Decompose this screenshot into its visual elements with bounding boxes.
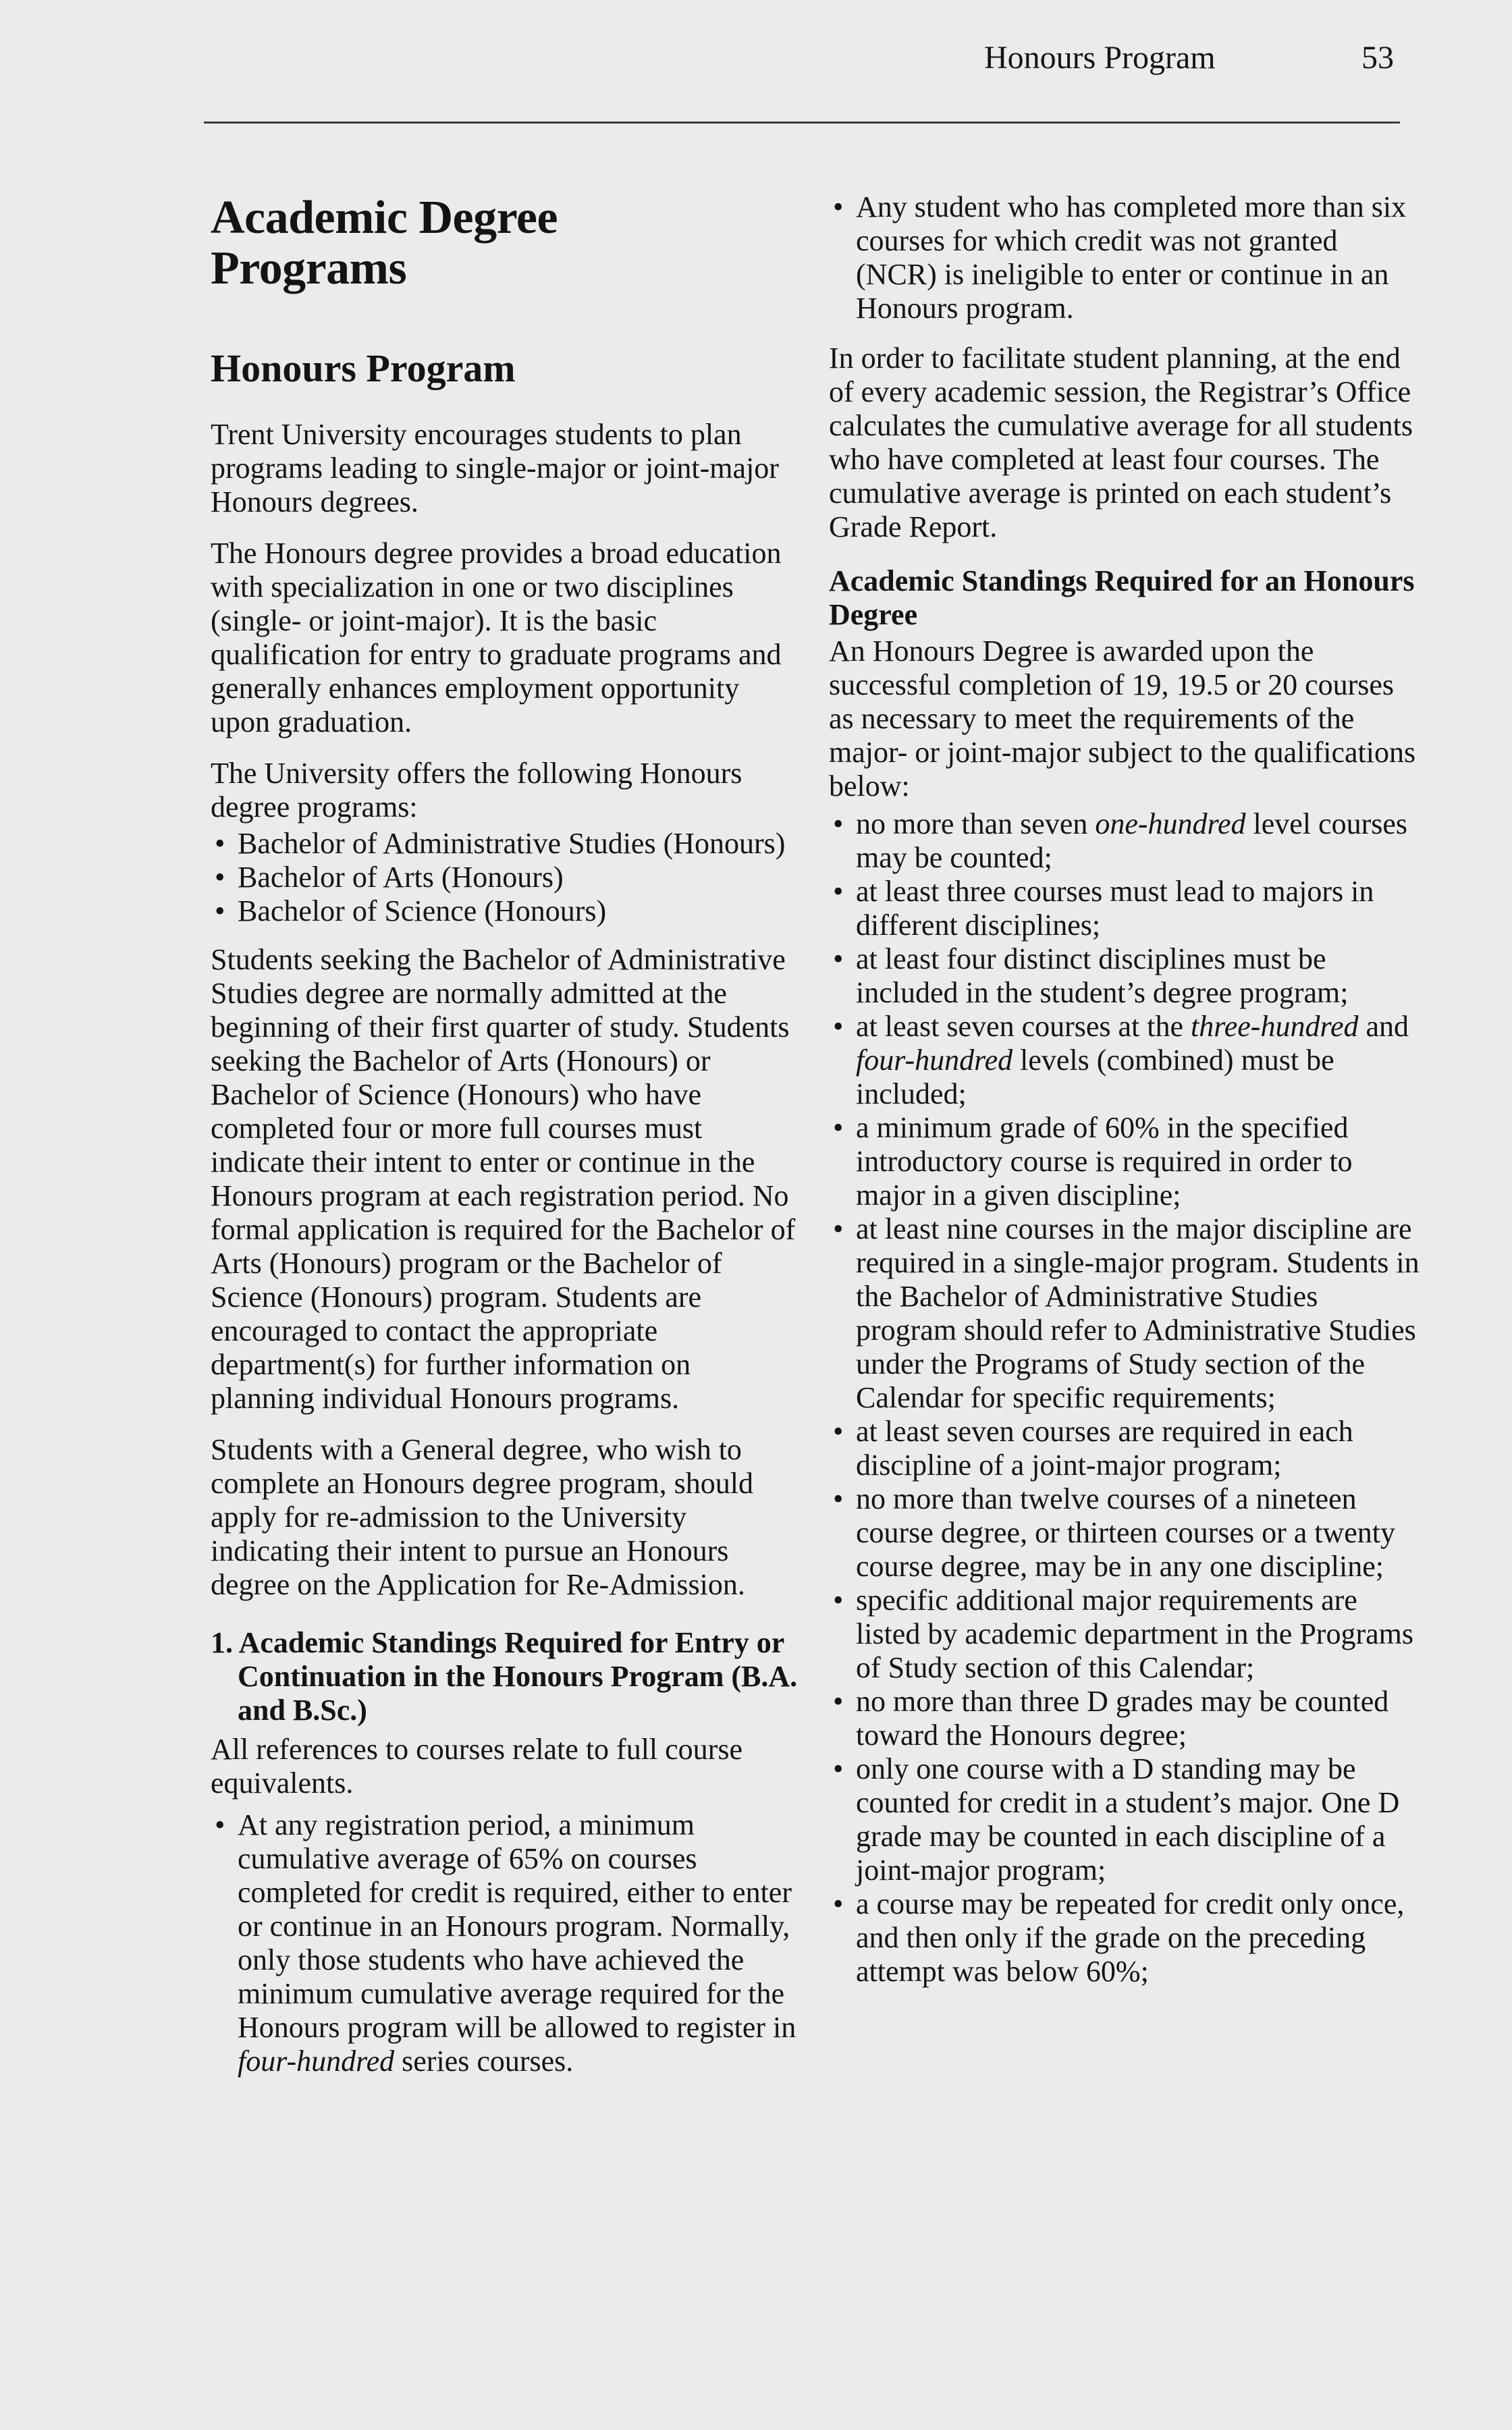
- list-item: • At any registration period, a minimum cumulative average of 65% on courses completed for credit is required, either to enter or continue in an Honours program. Normally, only those students who have achieved the minimum cumulative average required for the Honours program will be allowed to register in four-hundred series courses.: [215, 1808, 796, 2078]
- list-item: • a course may be repeated for credit only once, and then only if the grade on the preceding attempt was below 60%;: [833, 1887, 1405, 1988]
- page-heading-line-2: Programs: [211, 242, 407, 294]
- list-item: • no more than seven one-hundred level courses may be counted;: [833, 807, 1408, 874]
- degree-programs-intro: The University offers the following Honours degree programs:: [211, 757, 742, 824]
- list-item: • Bachelor of Science (Honours): [215, 894, 607, 927]
- bullet-icon: •: [833, 1752, 844, 1785]
- list-item: • Any student who has completed more than six courses for which credit was not granted (NCR) is ineligible to enter or continue in an Honours program.: [833, 190, 1407, 325]
- page-number: 53: [1361, 40, 1394, 76]
- bullet-icon: •: [833, 1482, 844, 1515]
- bullet-icon: •: [833, 1111, 844, 1144]
- list-item: • a minimum grade of 60% in the specified introductory course is required in order to major in a given discipline;: [833, 1111, 1353, 1212]
- bullet-icon: •: [833, 807, 844, 840]
- degree-qualifications-list: [829, 807, 1420, 1989]
- course-equivalents-note: All references to courses relate to full course equivalents.: [211, 1733, 742, 1800]
- bullet-icon: •: [215, 827, 225, 860]
- bullet-icon: •: [833, 1212, 844, 1245]
- bullet-icon: •: [833, 190, 844, 223]
- list-item: • only one course with a D standing may be counted for credit in a student’s major. One D grade may be counted in each discipline of a joint-major program;: [833, 1752, 1400, 1887]
- bullet-icon: •: [215, 861, 225, 894]
- entry-requirements-list-continued: [829, 190, 1420, 325]
- bullet-icon: •: [215, 1808, 225, 1841]
- bullet-icon: •: [833, 1415, 844, 1448]
- page-heading-line-1: Academic Degree: [211, 192, 558, 244]
- bullet-icon: •: [833, 1887, 844, 1920]
- header-rule: [204, 122, 1400, 124]
- bullet-icon: •: [833, 875, 844, 908]
- subsection-heading-1: 1. Academic Standings Required for Entry or Continuation in the Honours Program (B.A. and B.Sc.): [211, 1626, 798, 1727]
- entry-requirements-list: [211, 1808, 798, 2078]
- list-item: • at least four distinct disciplines must be included in the student’s degree program;: [833, 942, 1349, 1009]
- readmission-paragraph: Students with a General degree, who wish to complete an Honours degree program, should apply for re-admission to the University indicating their intent to pursue an Honours degree on the Application for Re-Admission.: [211, 1433, 753, 1601]
- subsection-heading-2: Academic Standings Required for an Honours Degree: [829, 564, 1415, 631]
- bullet-icon: •: [833, 1584, 844, 1617]
- running-header-title: Honours Program: [984, 40, 1216, 76]
- bullet-icon: •: [833, 942, 844, 975]
- cumulative-average-paragraph: In order to facilitate student planning, at the end of every academic session, the Registrar’s Office calculates the cumulative average for all students who have completed at least four courses. The cumulative average is printed on each student’s Grade Report.: [829, 342, 1413, 543]
- list-item: • no more than twelve courses of a nineteen course degree, or thirteen courses or a twenty course degree, may be in any one discipline;: [833, 1482, 1396, 1583]
- list-item: • at least seven courses are required in each discipline of a joint-major program;: [833, 1415, 1353, 1482]
- list-item: • no more than three D grades may be counted toward the Honours degree;: [833, 1685, 1389, 1752]
- right-column: [829, 190, 1420, 2003]
- list-item: • Bachelor of Arts (Honours): [215, 861, 564, 894]
- degree-programs-list: [211, 827, 798, 928]
- bullet-icon: •: [833, 1685, 844, 1718]
- honours-degree-award-paragraph: An Honours Degree is awarded upon the successful completion of 19, 19.5 or 20 courses as necessary to meet the requirements of the major- or joint-major subject to the qualifications below:: [829, 634, 1416, 803]
- left-column: [211, 192, 798, 2093]
- bullet-icon: •: [833, 1010, 844, 1043]
- honours-degree-paragraph: The Honours degree provides a broad education with specialization in one or two disciplines (single- or joint-major). It is the basic qualification for entry to graduate programs and generally enhances employment opportunity upon graduation.: [211, 537, 782, 738]
- intro-paragraph: Trent University encourages students to plan programs leading to single-major or joint-major Honours degrees.: [211, 418, 779, 518]
- bullet-icon: •: [215, 894, 225, 927]
- admission-paragraph: Students seeking the Bachelor of Administrative Studies degree are normally admitted at the beginning of their first quarter of study. Students seeking the Bachelor of Arts (Honours) or Bachelor of Science (Honours) who have completed four or more full courses must indicate their intent to enter or continue in the Honours program at each registration period. No formal application is required for the Bachelor of Arts (Honours) program or the Bachelor of Science (Honours) program. Students are encouraged to contact the appropriate department(s) for further information on planning individual Honours programs.: [211, 943, 796, 1415]
- list-item: • at least nine courses in the major discipline are required in a single-major program. Students in the Bachelor of Administrative Studies program should refer to Administrative Studies under the Programs of Study section of the Calendar for specific requirements;: [833, 1212, 1420, 1414]
- list-item: • Bachelor of Administrative Studies (Honours): [215, 827, 786, 860]
- list-item: • specific additional major requirements are listed by academic department in the Programs of Study section of this Calendar;: [833, 1584, 1413, 1684]
- list-item: • at least three courses must lead to majors in different disciplines;: [833, 875, 1374, 942]
- list-item: • at least seven courses at the three-hundred and four-hundred levels (combined) must be included;: [833, 1010, 1409, 1110]
- running-header: [878, 39, 1404, 86]
- section-heading: Honours Program: [211, 346, 516, 390]
- page-heading: [211, 192, 798, 294]
